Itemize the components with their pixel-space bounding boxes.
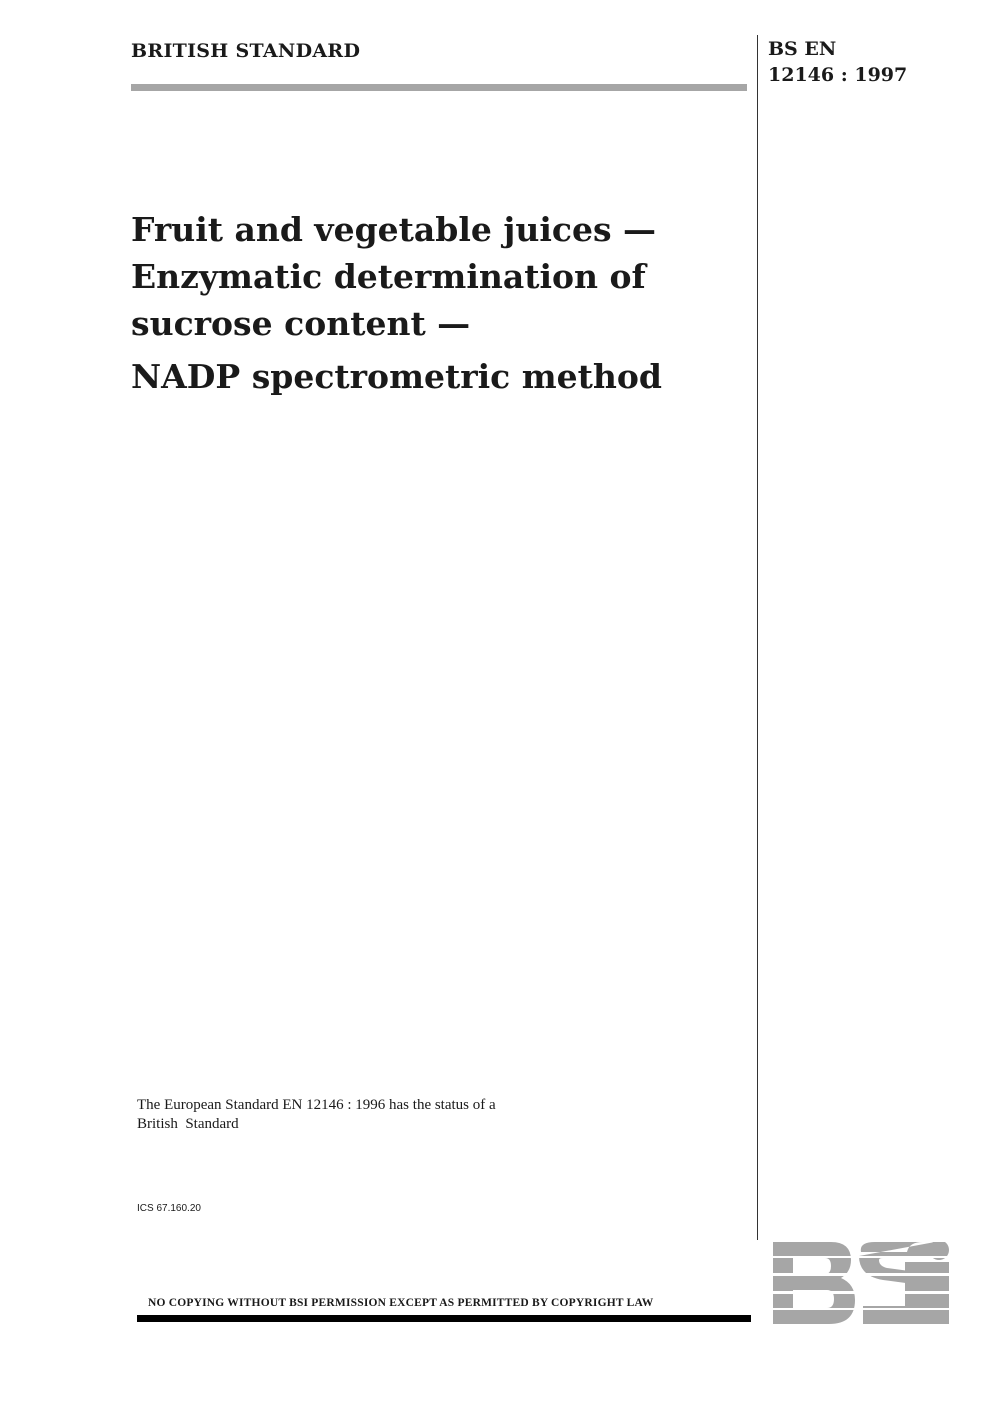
document-number-line-2: 12146 : 1997 bbox=[768, 64, 908, 86]
header-grey-rule bbox=[131, 84, 747, 91]
title-line-2: Enzymatic determination of bbox=[131, 257, 646, 296]
status-note-line-2: British Standard bbox=[137, 1116, 239, 1132]
footer-black-rule bbox=[137, 1315, 751, 1322]
bsi-logo-icon bbox=[773, 1242, 949, 1324]
vertical-divider bbox=[757, 35, 758, 1240]
ics-code: ICS 67.160.20 bbox=[137, 1203, 201, 1214]
document-title bbox=[131, 205, 741, 402]
document-number bbox=[768, 36, 907, 88]
title-line-4: NADP spectrometric method bbox=[131, 357, 662, 396]
status-note-line-1: The European Standard EN 12146 : 1996 has the status of a bbox=[137, 1097, 496, 1113]
document-number-line-1: BS EN bbox=[768, 38, 837, 60]
title-line-3: sucrose content — bbox=[131, 304, 471, 343]
copyright-notice: NO COPYING WITHOUT BSI PERMISSION EXCEPT AS PERMITTED BY COPYRIGHT LAW bbox=[148, 1297, 654, 1309]
title-line-1: Fruit and vegetable juices — bbox=[131, 210, 657, 249]
header-label: BRITISH STANDARD bbox=[131, 40, 361, 62]
status-note bbox=[137, 1096, 597, 1134]
